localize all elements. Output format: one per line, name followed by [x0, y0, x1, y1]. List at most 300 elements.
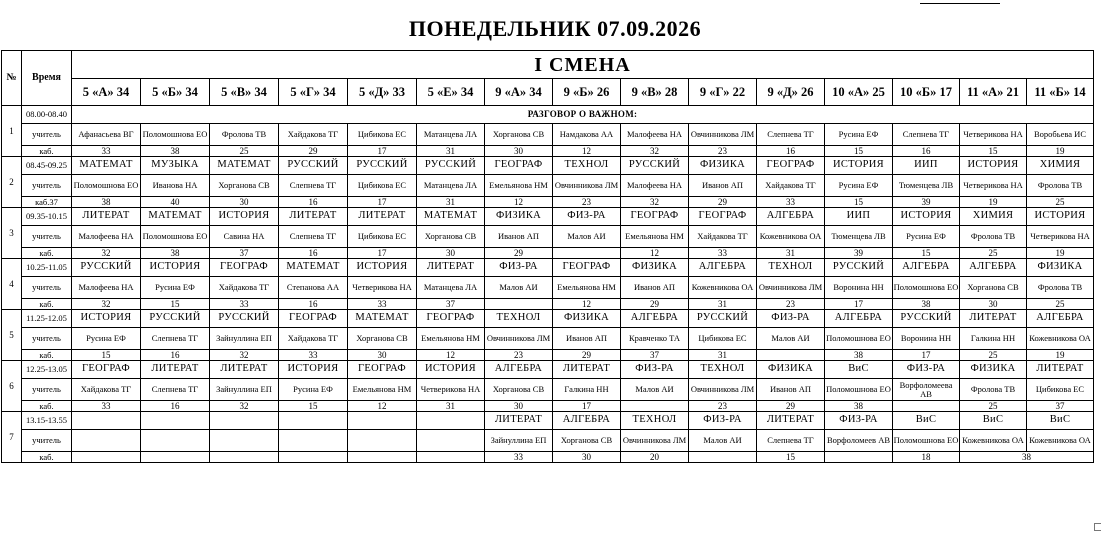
room-row [2, 248, 1094, 259]
lesson-row [2, 259, 1094, 277]
teacher-cell: Малов АИ [553, 226, 621, 248]
teacher-cell: Овчинникова ЛМ [485, 328, 553, 350]
teacher-cell: Кожевникова ОА [689, 277, 757, 299]
room-cell: 32 [621, 197, 689, 208]
schedule-table [1, 50, 1094, 463]
teacher-cell: Слепнева ТГ [279, 175, 348, 197]
room-cell: 33 [689, 248, 757, 259]
room-cell: 17 [348, 146, 417, 157]
lesson-row [2, 157, 1094, 175]
teacher-cell: Кожевникова ОА [1027, 328, 1094, 350]
teacher-cell: Поломошнова ЕО [893, 277, 960, 299]
room-cell: 19 [1027, 248, 1094, 259]
subject-cell: ИСТОРИЯ [141, 259, 210, 277]
room-cell: 16 [893, 146, 960, 157]
subject-cell: РУССКИЙ [417, 157, 485, 175]
room-cell: 38 [141, 146, 210, 157]
teacher-label: учитель [22, 226, 72, 248]
room-cell: 25 [960, 248, 1027, 259]
teacher-cell: Хорганова СВ [553, 430, 621, 452]
teacher-cell: Четверикова НА [1027, 226, 1094, 248]
subject-cell: ФИЗИКА [485, 208, 553, 226]
teacher-cell: Ворфоломеева АВ [893, 379, 960, 401]
subject-cell: ФИЗ-РА [893, 361, 960, 379]
room-cell: 38 [825, 401, 893, 412]
room-cell: 33 [72, 401, 141, 412]
room-cell: 38 [893, 299, 960, 310]
room-cell [72, 452, 141, 463]
room-cell: 15 [825, 146, 893, 157]
lesson-number: 3 [2, 208, 22, 259]
room-cell: 19 [960, 197, 1027, 208]
room-cell: 25 [960, 401, 1027, 412]
teacher-cell: Малофеева НА [72, 226, 141, 248]
teacher-cell: Русина ЕФ [141, 277, 210, 299]
room-label: каб. [22, 248, 72, 259]
teacher-cell: Иванов АП [553, 328, 621, 350]
teacher-cell: Поломошнова ЕО [141, 124, 210, 146]
teacher-cell: Зайнуллина ЕП [210, 379, 279, 401]
subject-cell: ТЕХНОЛ [689, 361, 757, 379]
event-title: РАЗГОВОР О ВАЖНОМ: [72, 106, 1094, 124]
teacher-cell: Слепнева ТГ [141, 379, 210, 401]
lesson-time: 13.15-13.55 [22, 412, 72, 430]
subject-cell: ИСТОРИЯ [210, 208, 279, 226]
teacher-cell: Иванов АП [689, 175, 757, 197]
teacher-label: учитель [22, 328, 72, 350]
subject-cell [279, 412, 348, 430]
subject-cell: ФИЗ-РА [553, 208, 621, 226]
teacher-cell: Цибикова ЕС [1027, 379, 1094, 401]
subject-cell: ТЕХНОЛ [553, 157, 621, 175]
lesson-number: 6 [2, 361, 22, 412]
teacher-cell [279, 430, 348, 452]
room-cell [689, 452, 757, 463]
room-cell: 23 [485, 350, 553, 361]
room-cell: 15 [279, 401, 348, 412]
subject-cell: АЛГЕБРА [553, 412, 621, 430]
subject-cell: ТЕХНОЛ [485, 310, 553, 328]
teacher-cell [141, 430, 210, 452]
subject-cell: ИСТОРИЯ [417, 361, 485, 379]
subject-cell [417, 412, 485, 430]
room-cell: 15 [141, 299, 210, 310]
room-cell: 12 [621, 248, 689, 259]
teacher-cell [417, 430, 485, 452]
subject-cell: ВиС [960, 412, 1027, 430]
room-cell [348, 452, 417, 463]
teacher-cell: Цибикова ЕС [348, 124, 417, 146]
teacher-label: учитель [22, 175, 72, 197]
teacher-cell: Поломошнова ЕО [825, 328, 893, 350]
page-title: ПОНЕДЕЛЬНИК 07.09.2026 [408, 16, 702, 41]
teacher-cell: Матанцева ЛА [417, 277, 485, 299]
teacher-cell: Малофеева НА [621, 175, 689, 197]
room-cell: 16 [141, 401, 210, 412]
room-cell: 16 [141, 350, 210, 361]
subject-cell: АЛГЕБРА [960, 259, 1027, 277]
subject-cell: РУССКИЙ [621, 157, 689, 175]
class-header: 11 «Б» 14 [1027, 79, 1094, 106]
room-cell: 30 [210, 197, 279, 208]
teacher-cell: Малофеева НА [621, 124, 689, 146]
teacher-cell: Слепнева ТГ [757, 124, 825, 146]
subject-cell: РУССКИЙ [689, 310, 757, 328]
subject-cell: ФИЗ-РА [825, 412, 893, 430]
subject-cell: МАТЕМАТ [279, 259, 348, 277]
room-cell: 16 [279, 248, 348, 259]
subject-cell [72, 412, 141, 430]
teacher-cell: Хорганова СВ [348, 328, 417, 350]
room-cell: 17 [893, 350, 960, 361]
subject-cell: ФИЗИКА [621, 259, 689, 277]
teacher-cell: Хайдакова ТГ [757, 175, 825, 197]
subject-cell: ИИП [893, 157, 960, 175]
room-row [2, 452, 1094, 463]
room-cell [141, 452, 210, 463]
teacher-cell: Хайдакова ТГ [689, 226, 757, 248]
teacher-cell: Иванов АП [485, 226, 553, 248]
teacher-cell: Овчинникова ЛМ [689, 379, 757, 401]
teacher-row [2, 379, 1094, 401]
subject-cell: ИСТОРИЯ [279, 361, 348, 379]
class-header: 9 «А» 34 [485, 79, 553, 106]
subject-cell [348, 412, 417, 430]
teacher-row [2, 175, 1094, 197]
subject-cell: ЛИТЕРАТ [1027, 361, 1094, 379]
room-cell: 25 [210, 146, 279, 157]
room-cell: 37 [1027, 401, 1094, 412]
subject-cell: МАТЕМАТ [417, 208, 485, 226]
room-cell: 33 [279, 350, 348, 361]
room-cell: 25 [1027, 197, 1094, 208]
lesson-row [2, 310, 1094, 328]
lesson-number: 2 [2, 157, 22, 208]
lesson-row [2, 106, 1094, 124]
room-cell: 12 [553, 299, 621, 310]
teacher-label: учитель [22, 124, 72, 146]
room-cell: 17 [348, 197, 417, 208]
subject-cell: ГЕОГРАФ [72, 361, 141, 379]
teacher-row [2, 328, 1094, 350]
teacher-cell: Четверикова НА [960, 124, 1027, 146]
teacher-cell: Хайдакова ТГ [72, 379, 141, 401]
subject-cell: ЛИТЕРАТ [348, 208, 417, 226]
room-label: каб. [22, 146, 72, 157]
subject-cell: ЛИТЕРАТ [210, 361, 279, 379]
room-cell: 37 [417, 299, 485, 310]
subject-cell: АЛГЕБРА [893, 259, 960, 277]
teacher-cell: Воронина НН [825, 277, 893, 299]
subject-cell: ЛИТЕРАТ [279, 208, 348, 226]
subject-cell: ХИМИЯ [1027, 157, 1094, 175]
subject-cell: ИСТОРИЯ [1027, 208, 1094, 226]
lesson-time: 08.45-09.25 [22, 157, 72, 175]
teacher-cell: Фролова ТВ [210, 124, 279, 146]
subject-cell: МАТЕМАТ [72, 157, 141, 175]
room-cell: 32 [210, 401, 279, 412]
teacher-cell: Овчинникова ЛМ [757, 277, 825, 299]
room-cell: 39 [825, 248, 893, 259]
subject-cell: АЛГЕБРА [689, 259, 757, 277]
teacher-cell: Хайдакова ТГ [279, 124, 348, 146]
room-cell: 15 [893, 248, 960, 259]
teacher-cell: Емельянова НМ [485, 175, 553, 197]
room-cell: 32 [210, 350, 279, 361]
subject-cell: ИИП [825, 208, 893, 226]
room-cell: 19 [1027, 350, 1094, 361]
room-label: каб. [22, 299, 72, 310]
subject-cell: АЛГЕБРА [485, 361, 553, 379]
lesson-time: 10.25-11.05 [22, 259, 72, 277]
subject-cell: РУССКИЙ [72, 259, 141, 277]
room-cell: 16 [279, 299, 348, 310]
teacher-cell: Поломошнова ЕО [72, 175, 141, 197]
teacher-cell [72, 430, 141, 452]
lesson-number: 4 [2, 259, 22, 310]
teacher-cell: Слепнева ТГ [757, 430, 825, 452]
subject-cell: ЛИТЕРАТ [417, 259, 485, 277]
teacher-cell: Русина ЕФ [279, 379, 348, 401]
subject-cell: ГЕОГРАФ [757, 157, 825, 175]
room-cell: 15 [960, 146, 1027, 157]
room-cell: 40 [141, 197, 210, 208]
subject-cell: ФИЗ-РА [757, 310, 825, 328]
room-cell: 32 [72, 299, 141, 310]
teacher-cell: Овчинникова ЛМ [553, 175, 621, 197]
teacher-cell: Поломошнова ЕО [141, 226, 210, 248]
room-cell: 23 [757, 299, 825, 310]
room-cell [757, 350, 825, 361]
teacher-cell: Матанцева ЛА [417, 124, 485, 146]
room-cell [279, 452, 348, 463]
subject-cell: МУЗЫКА [141, 157, 210, 175]
room-cell [621, 401, 689, 412]
class-header: 5 «Д» 33 [348, 79, 417, 106]
subject-cell: РУССКИЙ [348, 157, 417, 175]
teacher-cell: Зайнуллина ЕП [210, 328, 279, 350]
room-label: каб. [22, 401, 72, 412]
lesson-row [2, 208, 1094, 226]
room-cell: 33 [757, 197, 825, 208]
subject-cell: ГЕОГРАФ [417, 310, 485, 328]
room-cell: 17 [553, 401, 621, 412]
teacher-cell: Цибикова ЕС [689, 328, 757, 350]
teacher-cell: Иванов АП [757, 379, 825, 401]
teacher-label: учитель [22, 430, 72, 452]
header-row-shift [2, 51, 1094, 79]
subject-cell: ГЕОГРАФ [279, 310, 348, 328]
room-cell: 38 [141, 248, 210, 259]
room-cell: 32 [72, 248, 141, 259]
class-header: 5 «В» 34 [210, 79, 279, 106]
teacher-cell: Емельянова НМ [621, 226, 689, 248]
teacher-cell: Фролова ТВ [960, 379, 1027, 401]
lesson-time: 12.25-13.05 [22, 361, 72, 379]
room-row [2, 350, 1094, 361]
subject-cell: РУССКИЙ [825, 259, 893, 277]
teacher-cell: Малов АИ [485, 277, 553, 299]
room-cell: 17 [825, 299, 893, 310]
subject-cell: ВиС [893, 412, 960, 430]
subject-cell: ГЕОГРАФ [348, 361, 417, 379]
teacher-row [2, 277, 1094, 299]
subject-cell: ФИЗИКА [757, 361, 825, 379]
teacher-cell: Хайдакова ТГ [279, 328, 348, 350]
class-header: 10 «А» 25 [825, 79, 893, 106]
room-cell: 37 [210, 248, 279, 259]
teacher-cell: Тюменцева ЛВ [893, 175, 960, 197]
lesson-number: 7 [2, 412, 22, 463]
teacher-cell: Малов АИ [621, 379, 689, 401]
teacher-cell: Русина ЕФ [825, 124, 893, 146]
room-cell: 31 [417, 146, 485, 157]
subject-cell [210, 412, 279, 430]
room-cell [825, 452, 893, 463]
subject-cell: ФИЗ-РА [689, 412, 757, 430]
class-header: 5 «А» 34 [72, 79, 141, 106]
room-cell [485, 299, 553, 310]
class-header: 10 «Б» 17 [893, 79, 960, 106]
subject-cell: ГЕОГРАФ [210, 259, 279, 277]
teacher-row [2, 124, 1094, 146]
subject-cell: ИСТОРИЯ [348, 259, 417, 277]
subject-cell: ГЕОГРАФ [553, 259, 621, 277]
room-cell: 23 [553, 197, 621, 208]
room-row [2, 197, 1094, 208]
teacher-cell: Фролова ТВ [960, 226, 1027, 248]
subject-cell: ФИЗ-РА [621, 361, 689, 379]
room-cell: 30 [417, 248, 485, 259]
room-label: каб. [22, 452, 72, 463]
teacher-cell: Кожевникова ОА [757, 226, 825, 248]
subject-cell: ЛИТЕРАТ [485, 412, 553, 430]
teacher-cell: Хорганова СВ [210, 175, 279, 197]
header-time: Время [22, 51, 72, 106]
subject-cell: МАТЕМАТ [141, 208, 210, 226]
teacher-cell: Емельянова НМ [553, 277, 621, 299]
room-row [2, 146, 1094, 157]
subject-cell: ГЕОГРАФ [485, 157, 553, 175]
room-cell: 30 [485, 146, 553, 157]
teacher-cell: Поломошнова ЕО [825, 379, 893, 401]
teacher-cell: Русина ЕФ [893, 226, 960, 248]
teacher-cell: Кожевникова ОА [960, 430, 1027, 452]
subject-cell: АЛГЕБРА [757, 208, 825, 226]
subject-cell: РУССКИЙ [141, 310, 210, 328]
class-header: 5 «Г» 34 [279, 79, 348, 106]
room-cell: 38 [825, 350, 893, 361]
subject-cell: ЛИТЕРАТ [553, 361, 621, 379]
room-cell: 38 [960, 452, 1094, 463]
teacher-cell: Намдакова АА [553, 124, 621, 146]
room-cell: 25 [960, 350, 1027, 361]
subject-cell: ЛИТЕРАТ [72, 208, 141, 226]
class-header: 9 «Д» 26 [757, 79, 825, 106]
room-cell: 16 [279, 197, 348, 208]
lesson-time: 11.25-12.05 [22, 310, 72, 328]
subject-cell: ФИЗИКА [689, 157, 757, 175]
room-cell: 31 [417, 401, 485, 412]
room-cell: 29 [621, 299, 689, 310]
teacher-cell: Степанова АА [279, 277, 348, 299]
teacher-cell [348, 430, 417, 452]
subject-cell: АЛГЕБРА [1027, 310, 1094, 328]
room-cell: 29 [553, 350, 621, 361]
room-cell: 32 [621, 146, 689, 157]
teacher-cell: Малов АИ [689, 430, 757, 452]
subject-cell: ФИЗИКА [1027, 259, 1094, 277]
room-cell [417, 452, 485, 463]
room-cell: 12 [553, 146, 621, 157]
teacher-cell: Слепнева ТГ [141, 328, 210, 350]
room-cell: 25 [1027, 299, 1094, 310]
teacher-cell: Цибикова ЕС [348, 226, 417, 248]
subject-cell: ИСТОРИЯ [960, 157, 1027, 175]
teacher-cell: Хорганова СВ [417, 226, 485, 248]
teacher-cell: Тюменцева ЛВ [825, 226, 893, 248]
teacher-cell: Савина НА [210, 226, 279, 248]
teacher-cell: Кожевникова ОА [1027, 430, 1094, 452]
teacher-cell: Иванова НА [141, 175, 210, 197]
resize-handle[interactable] [1094, 523, 1101, 531]
teacher-cell: Овчинникова ЛМ [621, 430, 689, 452]
class-header: 11 «А» 21 [960, 79, 1027, 106]
subject-cell: ИСТОРИЯ [893, 208, 960, 226]
room-cell: 38 [72, 197, 141, 208]
room-cell: 19 [1027, 146, 1094, 157]
class-header: 9 «В» 28 [621, 79, 689, 106]
subject-cell: МАТЕМАТ [348, 310, 417, 328]
lesson-time: 08.00-08.40 [22, 106, 72, 124]
room-cell: 15 [825, 197, 893, 208]
room-cell: 29 [757, 401, 825, 412]
lesson-number: 5 [2, 310, 22, 361]
subject-cell: ИСТОРИЯ [825, 157, 893, 175]
teacher-cell: Русина ЕФ [72, 328, 141, 350]
teacher-cell: Воробьева ИС [1027, 124, 1094, 146]
teacher-cell: Русина ЕФ [825, 175, 893, 197]
room-cell: 37 [621, 350, 689, 361]
teacher-cell: Галкина НН [553, 379, 621, 401]
lesson-number: 1 [2, 106, 22, 157]
room-cell: 29 [279, 146, 348, 157]
room-cell: 16 [757, 146, 825, 157]
room-cell [553, 248, 621, 259]
room-cell: 30 [553, 452, 621, 463]
subject-cell: ГЕОГРАФ [689, 208, 757, 226]
subject-cell: ВиС [1027, 412, 1094, 430]
subject-cell: РУССКИЙ [893, 310, 960, 328]
teacher-row [2, 430, 1094, 452]
room-cell: 23 [689, 146, 757, 157]
header-num: № [2, 51, 22, 106]
teacher-cell: Цибикова ЕС [348, 175, 417, 197]
room-label: каб.37 [22, 197, 72, 208]
class-header: 5 «Е» 34 [417, 79, 485, 106]
class-header: 9 «Б» 26 [553, 79, 621, 106]
room-cell: 30 [348, 350, 417, 361]
subject-cell [141, 412, 210, 430]
subject-cell: РУССКИЙ [279, 157, 348, 175]
room-cell: 29 [485, 248, 553, 259]
room-cell: 30 [485, 401, 553, 412]
room-cell: 12 [348, 401, 417, 412]
lesson-row [2, 361, 1094, 379]
subject-cell: ФИЗИКА [960, 361, 1027, 379]
subject-cell: АЛГЕБРА [825, 310, 893, 328]
teacher-cell: Четверикова НА [348, 277, 417, 299]
